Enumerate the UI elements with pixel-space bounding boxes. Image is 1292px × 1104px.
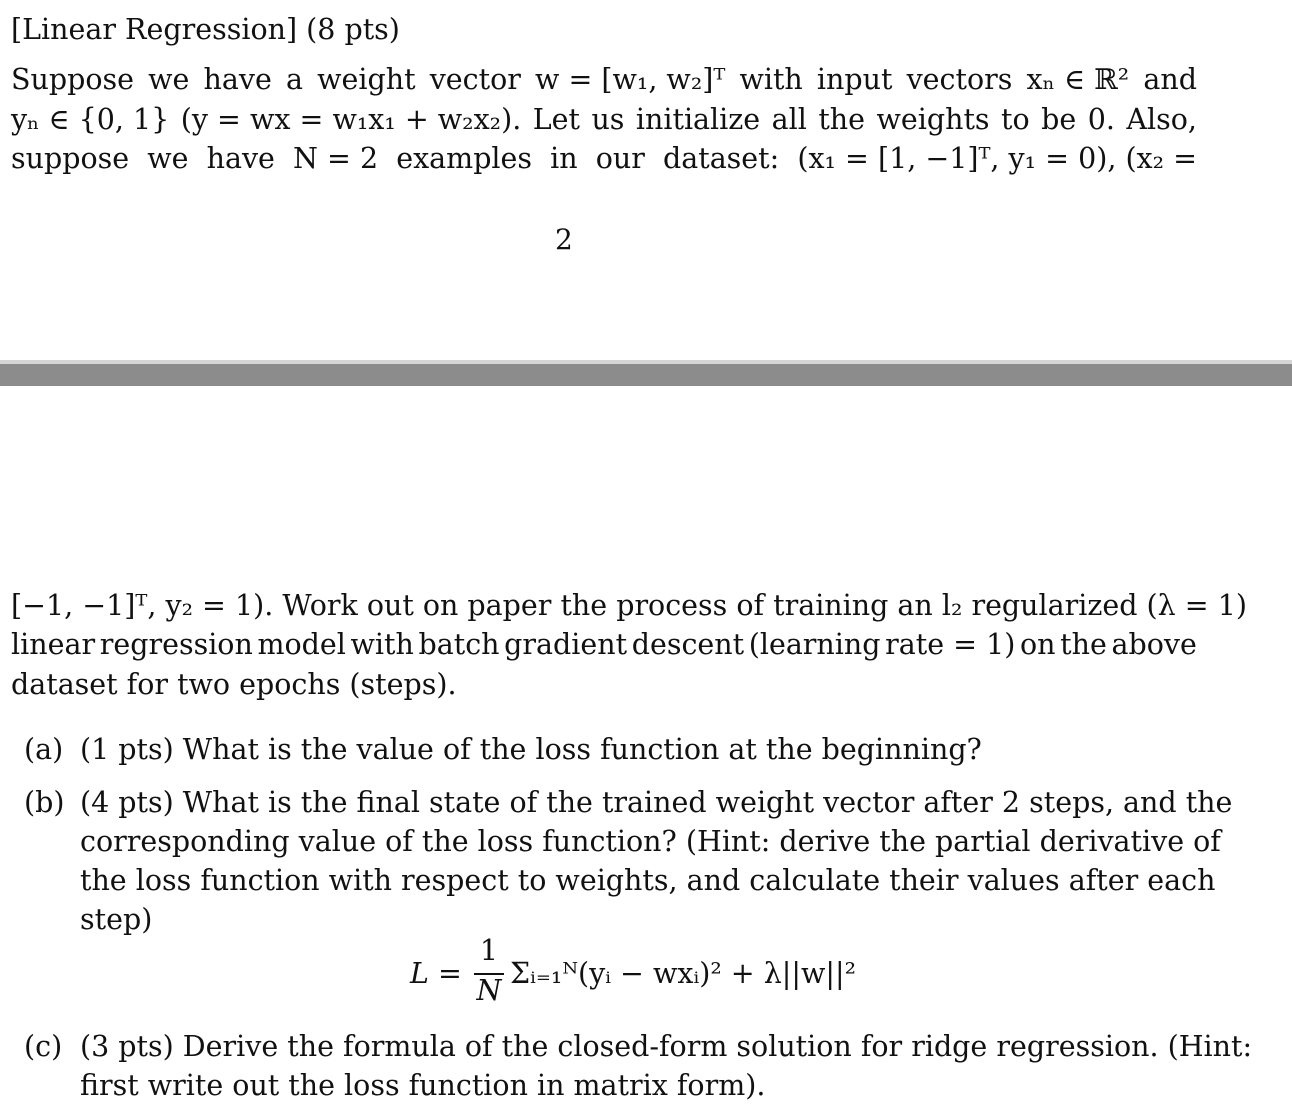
intro-line-1: Suppose we have a weight vector w = [w₁, w₂]ᵀ with input vectors xₙ ∈ ℝ² and [11,63,1197,96]
intro-line-3: suppose we have N = 2 examples in our dataset: (x₁ = [1, −1]ᵀ, y₁ = 0), (x₂ = [11,142,1197,175]
page-top [0,0,1292,360]
formula-numerator: 1 [479,934,499,967]
continuation-line-2: linear regression model with batch gradient descent (learning rate = 1) on the above [11,628,1197,661]
item-c-line-1: (3 pts) Derive the formula of the closed-form solution for ridge regression. (Hint: [80,1030,1253,1063]
continuation-line-1: [−1, −1]ᵀ, y₂ = 1). Work out on paper the process of training an l₂ regularized (λ = 1) [11,589,1247,622]
item-b-line-1: (4 pts) What is the final state of the trained weight vector after 2 steps, and the [80,786,1233,819]
item-b-line-4: step) [80,903,153,936]
item-a-text: (1 pts) What is the value of the loss function at the beginning? [80,733,982,766]
page-number: 2 [555,223,573,256]
item-a-label: (a) [24,733,64,766]
formula-denominator: N [476,974,502,1007]
problem-heading: [Linear Regression] (8 pts) [11,13,400,46]
item-c-line-2: first write out the loss function in matrix form). [80,1069,766,1102]
loss-formula [410,936,930,1016]
intro-line-2: yₙ ∈ {0, 1} (y = wx = w₁x₁ + w₂x₂). Let us initialize all the weights to be 0. Also, [11,103,1197,136]
continuation-line-3: dataset for two epochs (steps). [11,668,457,701]
item-b-label: (b) [24,786,65,819]
page-gap [0,364,1292,386]
formula-lhs: L = [410,957,462,990]
item-c-label: (c) [24,1030,63,1063]
formula-rhs: Σᵢ₌₁ᴺ(yᵢ − wxᵢ)² + λ||w||² [510,957,857,990]
item-b-line-2: corresponding value of the loss function? (Hint: derive the partial derivative of [80,825,1221,858]
item-b-line-3: the loss function with respect to weights, and calculate their values after each [80,864,1216,897]
